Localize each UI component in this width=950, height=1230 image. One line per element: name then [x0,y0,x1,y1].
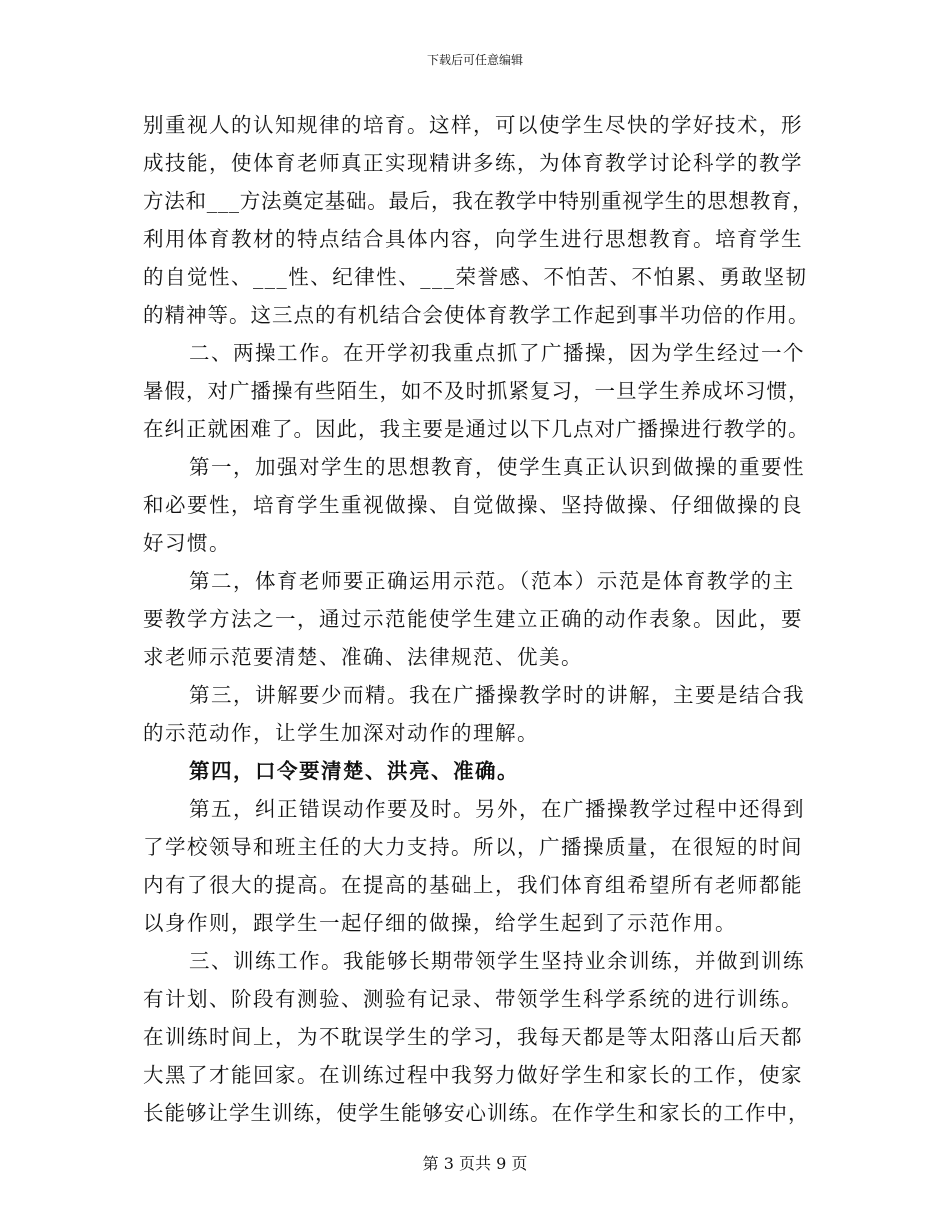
page-number: 第 3 页共 9 页 [422,1154,528,1173]
text-line: 以身作则，跟学生一起仔细的做操，给学生起到了示范作用。 [143,911,737,935]
text-line: 了学校领导和班主任的大力支持。所以，广播操质量，在很短的时间 [143,835,803,859]
text-line: 暑假，对广播操有些陌生，如不及时抓紧复习，一旦学生养成坏习惯， [143,379,810,403]
text-line: 要教学方法之一，通过示范能使学生建立正确的动作表象。因此，要 [143,607,803,631]
text-line: 三、训练工作。我能够长期带领学生坚持业余训练，并做到训练 [189,949,805,973]
text-line: 第五，纠正错误动作要及时。另外，在广播操教学过程中还得到 [189,797,805,821]
text-line: 第四，口令要清楚、洪亮、准确。 [189,759,519,783]
page-footer [0,1154,950,1174]
text-line: 的精神等。这三点的有机结合会使体育教学工作起到事半功倍的作用。 [143,303,810,327]
text-line: 求老师示范要清楚、准确、法律规范、优美。 [143,645,583,669]
text-line: 第一，加强对学生的思想教育，使学生真正认识到做操的重要性 [189,455,805,479]
document-body [143,106,815,1132]
text-line: 别重视人的认知规律的培育。这样，可以使学生尽快的学好技术，形 [143,113,803,137]
text-line: 好习惯。 [143,531,231,555]
text-line: 成技能，使体育老师真正实现精讲多练，为体育教学讨论科学的教学 [143,151,803,175]
text-line: 长能够让学生训练，使学生能够安心训练。在作学生和家长的工作中， [143,1101,810,1125]
text-line: 在纠正就困难了。因此，我主要是通过以下几点对广播操进行教学的。 [143,417,810,441]
text-line: 第二，体育老师要正确运用示范。（范本）示范是体育教学的主 [189,569,795,593]
text-line: 内有了很大的提高。在提高的基础上，我们体育组希望所有老师都能 [143,873,803,897]
text-line: 第三，讲解要少而精。我在广播操教学时的讲解，主要是结合我 [189,683,805,707]
text-line: 和必要性，培育学生重视做操、自觉做操、坚持做操、仔细做操的良 [143,493,803,517]
text-line: 二、两操工作。在开学初我重点抓了广播操，因为学生经过一个 [189,341,805,365]
text-line: 利用体育教材的特点结合具体内容，向学生进行思想教育。培育学生 [143,227,803,251]
page-header [0,52,950,68]
text-line: 的自觉性、___性、纪律性、___荣誉感、不怕苦、不怕累、勇敢坚韧 [143,265,808,289]
header-text: 下载后可任意编辑 [426,53,523,67]
text-line: 的示范动作，让学生加深对动作的理解。 [143,721,539,745]
text-line: 有计划、阶段有测验、测验有记录、带领学生科学系统的进行训练。 [143,987,803,1011]
text-line: 大黑了才能回家。在训练过程中我努力做好学生和家长的工作，使家 [143,1063,803,1087]
text-line: 在训练时间上，为不耽误学生的学习，我每天都是等太阳落山后天都 [143,1025,803,1049]
text-line: 方法和___方法奠定基础。最后，我在教学中特别重视学生的思想教育， [143,189,814,213]
